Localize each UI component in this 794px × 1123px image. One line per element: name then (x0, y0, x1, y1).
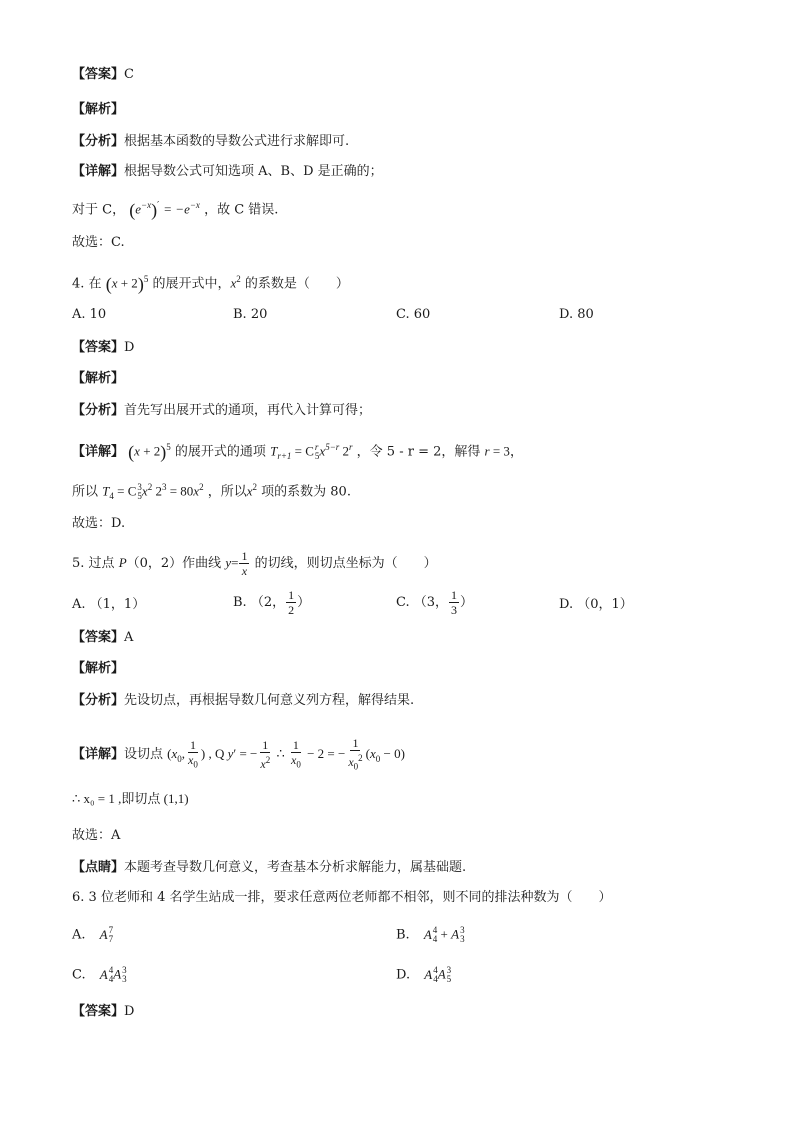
choose-line: 故选：C. (72, 235, 125, 250)
fenxi-line: 【分析】先设切点，再根据导数几何意义列方程，解得结果. (72, 693, 415, 708)
answer-line: 【答案】A (72, 630, 134, 645)
dianjing-line: 【点睛】本题考查导数几何意义，考查基本分析求解能力，属基础题. (72, 860, 467, 875)
option-d: D. （0，1） (559, 597, 633, 612)
detail-line: 【详解】根据导数公式可知选项 A、B、D 是正确的； (72, 164, 383, 179)
analysis-label: 【解析】 (72, 371, 125, 386)
derivative-line: 对于 C， $(e^{-x})' = -e^{-x}$ ，故 C 错误. (72, 199, 279, 220)
answer-line: 【答案】C (72, 67, 134, 82)
analysis-label: 【解析】 (72, 102, 125, 117)
fenxi-line: 【分析】根据基本函数的导数公式进行求解即可. (72, 134, 350, 149)
option-d: D. 80 (559, 307, 594, 322)
fenxi-line: 【分析】首先写出展开式的通项，再代入计算可得； (72, 403, 372, 418)
so-line: 所以 $T_4 = C$ 3 5 $x^2$ $2^3 = 80x^2$ ，所以$x^2$ 项的系数为 80. (72, 481, 351, 501)
option-b: B. （2， $\frac{1}{2}$ ） (233, 588, 311, 617)
choose-line: 故选：D. (72, 516, 126, 531)
question-4-stem: 4. 在 $(x + 2)^5$ 的展开式中，$x^2$ 的系数是（ ） (72, 273, 349, 294)
detail-line: 【详解】 $(x + 2)^5$ 的展开式的通项 $T_{r+1} = C$ r 5 $x^{5-r}$ 2$^r$ ，令 5 - r = 2，解得 r = 3， (72, 441, 523, 462)
answer-line: 【答案】D (72, 1004, 135, 1019)
option-a: A. （1，1） (72, 597, 146, 612)
x0-line: ∴ x₀ = 1 ,即切点 (1,1) (72, 791, 189, 806)
option-c: C. 60 (396, 307, 431, 322)
answer-line: 【答案】D (72, 340, 135, 355)
option-a: A. A 7 7 (72, 925, 114, 944)
choose-line: 故选：A (72, 828, 121, 843)
analysis-label: 【解析】 (72, 661, 125, 676)
option-b: B. A 4 4 + A 3 3 (396, 925, 465, 944)
option-a: A. 10 (72, 307, 107, 322)
option-b: B. 20 (233, 307, 268, 322)
question-5-stem: 5. 过点 P（0，2）作曲线 y= $\frac{1}{x}$ 的切线，则切点坐标为（ ） (72, 549, 437, 578)
option-c: C. （3， $\frac{1}{3}$ ） (396, 588, 474, 617)
detail-line: 【详解】设切点 ($x_0$, $\frac{1}{x_0}$ ) , Q y′ = − $\frac{1}{x^2}$ ∴ $\frac{1}{x_0}$ − 2 = − $\frac{1}{x_0^2}$ $(x_0 - 0)$ (72, 736, 405, 772)
question-6-stem: 6. 3 位老师和 4 名学生站成一排，要求任意两位老师都不相邻，则不同的排法种数为（ ） (72, 890, 612, 905)
option-d: D. A 4 4 A 3 5 (396, 965, 452, 984)
option-c: C. A 4 4 A 3 3 (72, 965, 127, 984)
